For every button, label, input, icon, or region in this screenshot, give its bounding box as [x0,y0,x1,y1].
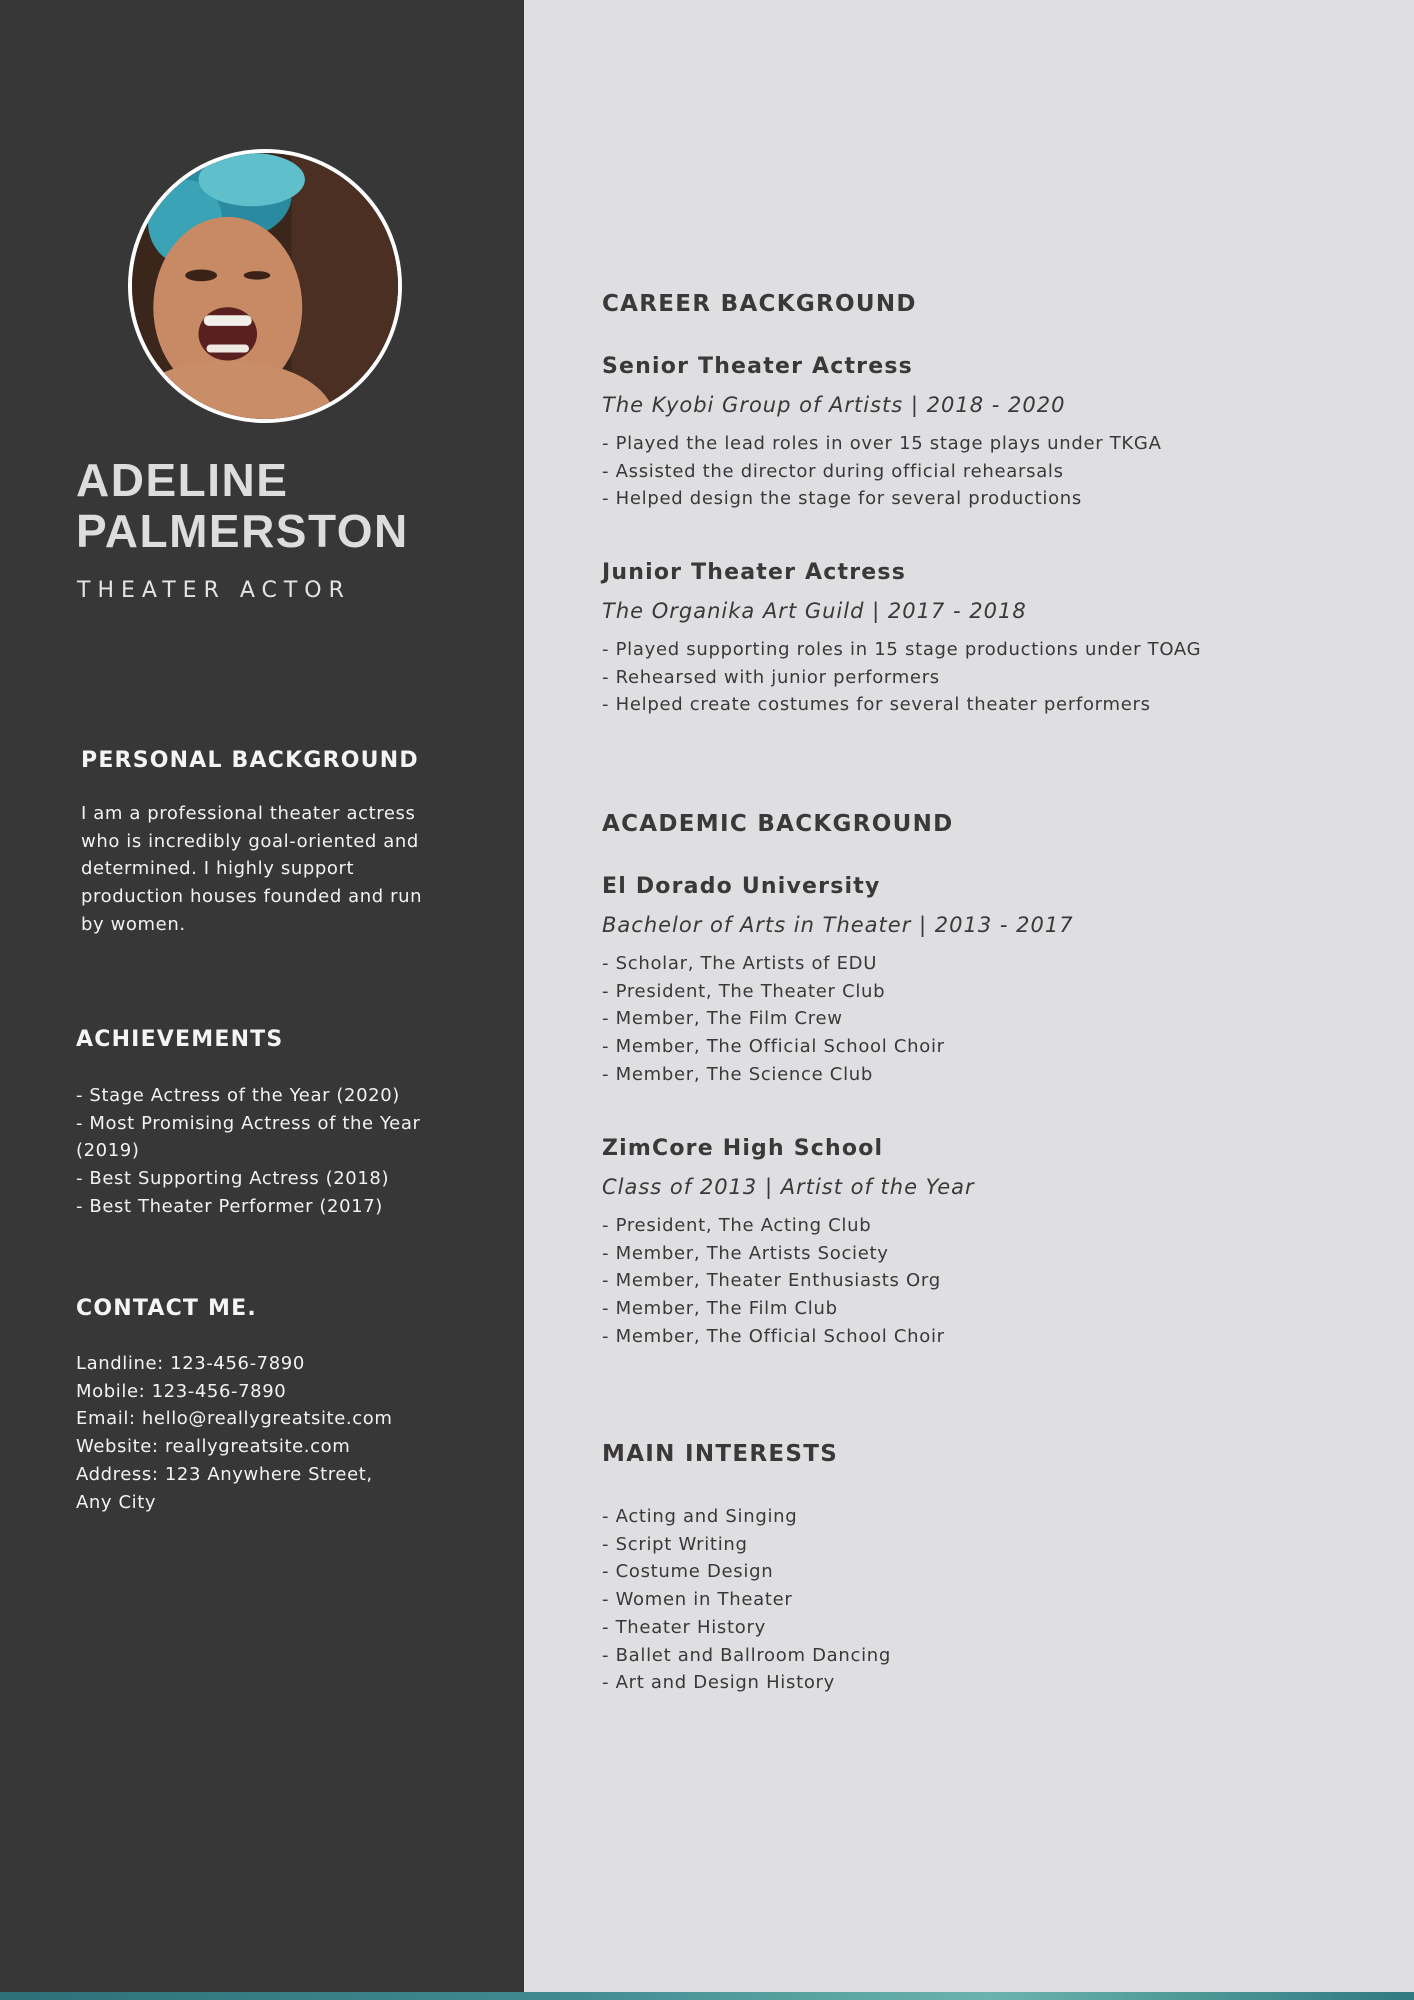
name-last: PALMERSTON [76,505,409,557]
contact-landline: Landline: 123-456-7890 [76,1353,305,1374]
achievements-heading: ACHIEVEMENTS [76,1027,284,1052]
contact-website: Website: reallygreatsite.com [76,1436,351,1458]
achievement-item: - Best Theater Performer (2017) [76,1195,383,1217]
personal-line: by women. [81,913,186,935]
entry-item: - Helped design the stage for several productions [602,488,1082,510]
personal-background-text [81,800,422,939]
career-entry [602,352,1382,513]
contact-email: Email: hello@reallygreatsite.com [76,1408,393,1430]
contact-address-city: Any City [76,1491,157,1513]
entry-title: ZimCore High School [602,1136,884,1161]
personal-line: production houses founded and run [81,886,423,908]
entry-item: - Member, The Science Club [602,1063,873,1085]
academic-entry [602,872,1382,1089]
entry-title: Junior Theater Actress [602,560,906,585]
entry-item: - Member, Theater Enthusiasts Org [602,1270,941,1292]
academic-background-heading: ACADEMIC BACKGROUND [602,811,954,837]
bottom-decorative-strip [0,1992,1414,2000]
contact-mobile: Mobile: 123-456-7890 [76,1380,287,1402]
contact-address: Address: 123 Anywhere Street, [76,1463,373,1485]
entry-item: - Member, The Film Club [602,1298,838,1320]
sidebar [0,0,524,1992]
entry-title: El Dorado University [602,874,881,899]
entry-item: - Member, The Official School Choir [602,1036,945,1058]
personal-line: determined. I highly support [81,858,355,880]
interest-item: - Costume Design [602,1561,774,1583]
entry-item: - Scholar, The Artists of EDU [602,953,878,974]
interest-item: - Ballet and Ballroom Dancing [602,1644,892,1666]
candidate-name [76,455,409,557]
personal-line: who is incredibly goal-oriented and [81,830,419,852]
entry-item: - Rehearsed with junior performers [602,666,940,688]
personal-line: I am a professional theater actress [81,803,416,824]
entry-list [602,950,1382,1089]
achievement-item: - Most Promising Actress of the Year [76,1112,421,1134]
entry-list [602,636,1382,719]
profile-photo [128,149,402,423]
contact-list [76,1350,392,1516]
personal-background-heading: PERSONAL BACKGROUND [81,748,419,773]
interests-list [602,1503,891,1697]
interest-item: - Acting and Singing [602,1506,798,1527]
entry-item: - Played supporting roles in 15 stage productions under TOAG [602,639,1202,660]
achievement-item: (2019) [76,1140,140,1162]
entry-item: - Member, The Official School Choir [602,1325,945,1347]
entry-subtitle: The Kyobi Group of Artists | 2018 - 2020 [602,393,1066,417]
interest-item: - Theater History [602,1616,766,1638]
academic-entry [602,1134,1382,1351]
entry-item: - Member, The Film Crew [602,1008,843,1030]
achievement-item: - Stage Actress of the Year (2020) [76,1085,400,1106]
entry-list [602,430,1382,513]
profile-photo-image [132,153,398,419]
main-interests-heading: MAIN INTERESTS [602,1441,839,1467]
name-first: ADELINE [76,454,289,506]
entry-subtitle: Bachelor of Arts in Theater | 2013 - 2017 [602,913,1074,937]
career-background-heading: CAREER BACKGROUND [602,291,917,317]
entry-list [602,1212,1382,1351]
career-entry [602,558,1382,719]
entry-subtitle: Class of 2013 | Artist of the Year [602,1175,975,1199]
entry-item: - Played the lead roles in over 15 stage plays under TKGA [602,433,1162,454]
interest-item: - Women in Theater [602,1589,793,1611]
entry-item: - President, The Acting Club [602,1215,872,1236]
entry-item: - Member, The Artists Society [602,1242,889,1264]
contact-heading: CONTACT ME. [76,1296,257,1321]
entry-item: - Assisted the director during official rehearsals [602,460,1064,482]
achievements-list [76,1082,421,1221]
interest-item: - Art and Design History [602,1672,836,1694]
entry-item: - Helped create costumes for several theater performers [602,694,1151,716]
achievement-item: - Best Supporting Actress (2018) [76,1168,390,1190]
candidate-role: THEATER ACTOR [77,578,351,603]
entry-title: Senior Theater Actress [602,354,913,379]
interest-item: - Script Writing [602,1533,748,1555]
entry-item: - President, The Theater Club [602,980,886,1002]
entry-subtitle: The Organika Art Guild | 2017 - 2018 [602,599,1027,623]
